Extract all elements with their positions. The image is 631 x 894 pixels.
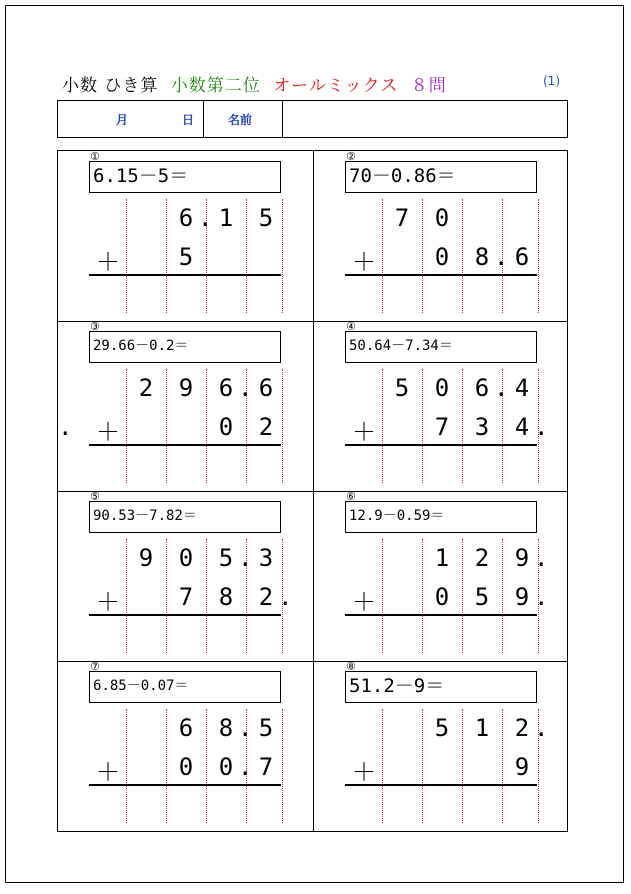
problem-number: ⑧ [346,660,356,673]
decimal-point: . [534,544,549,572]
answer-area[interactable] [89,277,281,313]
problem-number: ③ [90,320,100,333]
equation-box: 29.66－0.2＝ [89,331,281,363]
answer-area[interactable] [89,617,281,653]
answer-area[interactable] [89,787,281,823]
top-digit: 8 [218,714,234,742]
bottom-digit: 0 [434,243,450,271]
equation-box: 12.9－0.59＝ [345,501,537,533]
operator-sign: ＋ [96,758,120,786]
title-part1: 小数 ひき算 [62,76,159,96]
bottom-digit: 7 [178,583,194,611]
problem-cell [58,661,313,831]
answer-area[interactable] [345,787,537,823]
answer-area[interactable] [345,447,537,483]
decimal-point: . [238,753,253,781]
bottom-digit: 9 [514,583,530,611]
top-digit: 6 [258,374,274,402]
top-digit: 9 [138,544,154,572]
equation-box: 6.85－0.07＝ [89,671,281,703]
operator-sign: ＋ [352,418,376,446]
decimal-point: . [238,544,253,572]
top-digit: 5 [218,544,234,572]
bottom-digit: 0 [434,583,450,611]
bottom-digit: 0 [218,413,234,441]
decimal-point: . [278,583,293,611]
top-digit: 0 [178,544,194,572]
top-digit: 0 [434,204,450,232]
operator-sign: ＋ [96,588,120,616]
problem-number: ⑤ [90,490,100,503]
top-digit: 6 [178,714,194,742]
name-label: 名前 [228,113,253,127]
problem-cell [314,661,569,831]
info-divider [203,101,204,137]
decimal-point: . [58,413,73,441]
problem-number: ① [90,150,100,163]
answer-area[interactable] [89,447,281,483]
answer-area[interactable] [345,617,537,653]
decimal-point: . [494,243,509,271]
day-label: 日 [182,113,195,127]
operator-sign: ＋ [96,248,120,276]
top-digit: 0 [434,374,450,402]
bottom-digit: 0 [218,753,234,781]
title-part2: 小数第二位 [170,76,261,96]
top-digit: 1 [434,544,450,572]
bottom-digit: 4 [514,413,530,441]
decimal-point: . [494,374,509,402]
equation-box: 90.53－7.82＝ [89,501,281,533]
top-digit: 6 [474,374,490,402]
problem-number: ④ [346,320,356,333]
bottom-digit: 3 [474,413,490,441]
decimal-point: . [238,374,253,402]
bottom-digit: 5 [474,583,490,611]
decimal-point: . [534,413,549,441]
operator-sign: ＋ [352,758,376,786]
title-part3: オールミックス [273,76,399,96]
top-digit: 4 [514,374,530,402]
month-label: 月 [116,113,129,127]
problem-cell [58,151,313,321]
problem-grid [57,150,568,832]
bottom-digit: 5 [178,243,194,271]
operator-sign: ＋ [352,588,376,616]
top-digit: 9 [514,544,530,572]
operator-sign: ＋ [352,248,376,276]
problem-cell [314,151,569,321]
equation-box: 50.64－7.34＝ [345,331,537,363]
top-digit: 3 [258,544,274,572]
top-digit: 6 [218,374,234,402]
top-digit: 7 [394,204,410,232]
problem-cell [314,491,569,661]
top-digit: 6 [178,204,194,232]
answer-area[interactable] [345,277,537,313]
info-row [57,100,568,138]
page-number: (1) [543,74,560,88]
top-digit: 2 [138,374,154,402]
bottom-digit: 8 [474,243,490,271]
top-digit: 2 [514,714,530,742]
decimal-point: . [534,714,549,742]
equation-box: 70－0.86＝ [345,161,537,193]
top-digit: 5 [434,714,450,742]
top-digit: 1 [218,204,234,232]
decimal-point: . [198,204,213,232]
problem-cell [58,321,313,491]
bottom-digit: 7 [434,413,450,441]
top-digit: 5 [258,204,274,232]
problem-number: ② [346,150,356,163]
top-digit: 9 [178,374,194,402]
problem-number: ⑦ [90,660,100,673]
bottom-digit: 8 [218,583,234,611]
bottom-digit: 2 [258,413,274,441]
bottom-digit: 7 [258,753,274,781]
problem-number: ⑥ [346,490,356,503]
worksheet-title [62,71,453,96]
bottom-digit: 6 [514,243,530,271]
name-field[interactable] [283,101,567,137]
problem-cell [314,321,569,491]
bottom-digit: 0 [178,753,194,781]
decimal-point: . [238,714,253,742]
top-digit: 5 [394,374,410,402]
decimal-point: . [534,583,549,611]
top-digit: 1 [474,714,490,742]
top-digit: 2 [474,544,490,572]
equation-box: 6.15－5＝ [89,161,281,193]
problem-cell [58,491,313,661]
title-part4: ８問 [410,76,447,96]
operator-sign: ＋ [96,418,120,446]
equation-box: 51.2－9＝ [345,671,537,703]
bottom-digit: 2 [258,583,274,611]
bottom-digit: 9 [514,753,530,781]
top-digit: 5 [258,714,274,742]
